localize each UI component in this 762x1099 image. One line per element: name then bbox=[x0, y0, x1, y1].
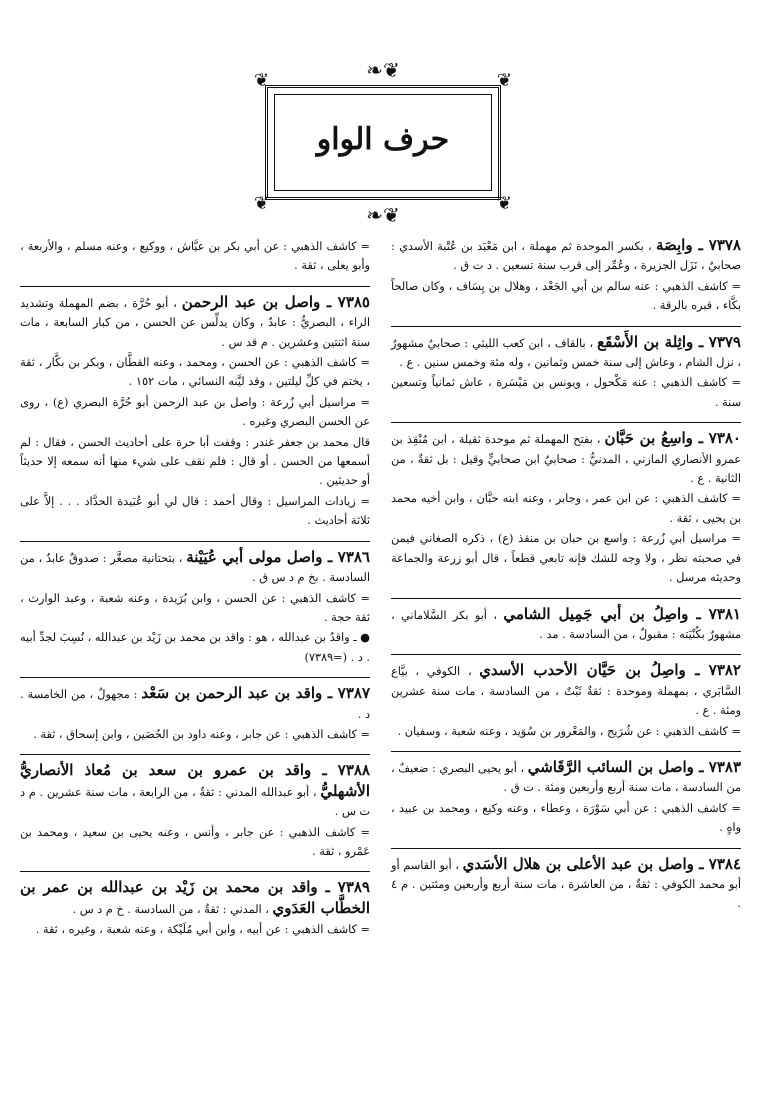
entry-note: = كاشف الذهبي : عن أبي سَوْرَة ، وعطاء ، وعنه وكيع ، ومحمد بن عبيد ، واهٍ . bbox=[391, 801, 741, 835]
entry-heading: ٧٣٧٩ ـ واثِلة بن الأَسْقَع bbox=[597, 332, 741, 351]
biography-entry bbox=[20, 754, 370, 861]
entry-main bbox=[20, 293, 370, 352]
section-header-frame bbox=[254, 58, 512, 227]
entry-body: : مجهولٌ ، من الخامسة . د . bbox=[20, 688, 370, 721]
biography-entry bbox=[391, 326, 741, 413]
entry-body: ، بفتح المهملة ثم موحدة ثقيلة ، ابن مُنْقِذ بن عمرو الأنصاري المازني ، المدنيُّ : صحابيٌ ابن صحابيٍّ وقيل : بل ثقةٌ ، من الثانية . ع . bbox=[391, 433, 741, 486]
biography-entry bbox=[20, 541, 370, 667]
entry-note: = مراسيل أبي زُرعة : واسع بن حبان بن منقذ (ع) ، ذكره الصغاني فيمن في صحبته نظر ، ولا وجه للشك فإنه تابعي قطعاً ، قال أبو زرعة والجماعة وحديثه مرسل . bbox=[391, 532, 741, 585]
entry-note: = كاشف الذهبي : عن جابر ، وأنس ، وعنه يحيى بن سعيد ، ومحمد بن عَمْرو ، ثقة . bbox=[20, 825, 370, 858]
entry-main bbox=[391, 605, 741, 645]
entry-heading: ٧٣٧٨ ـ وابِصَة bbox=[655, 236, 741, 254]
entry-note: = كاشف الذهبي : عن أبيه ، وابن أبي مُلَيْكة ، وعنه شعبة ، وغيره ، ثقة . bbox=[35, 923, 370, 937]
entry-note: = كاشف الذهبي : عن أبي بكر بن عيَّاش ، ووكيع ، وعنه مسلم ، والأربعة ، وأبو يعلى ، ثقة . bbox=[20, 240, 370, 273]
entry-main bbox=[20, 684, 370, 724]
corner-ornament-icon: ❦ bbox=[254, 70, 270, 91]
entry-note: = مراسيل أبي زُرعة : واصل بن عبد الرحمن أبو حُرَّة البصري (ع) ، روى عن الحسن البصري وغيره . bbox=[20, 395, 370, 429]
entry-heading: ٧٣٨١ ـ واصِلُ بن أبي جَمِيل الشامي bbox=[503, 604, 741, 623]
entry-main bbox=[391, 758, 741, 798]
entry-body: ، أبو بكر السَّلاماني ، مشهورٌ بكُنْيَته : مقبولٌ ، من السادسة . مد . bbox=[391, 608, 741, 641]
corner-ornament-icon: ❦ bbox=[496, 70, 512, 91]
entry-body: ، أبو حُرَّة ، بضم المهملة وتشديد الراء ، البصريُّ : عابدٌ ، وكان يدلِّس عن الحسن ، من كبار السابعة ، مات سنة اثنتين وعشرين . م قد س . bbox=[20, 296, 370, 349]
entry-heading: ٧٣٨٢ ـ واصِلُ بن حَيَّان الأحدب الأسدي bbox=[479, 661, 741, 680]
biography-entry bbox=[20, 237, 370, 276]
entry-heading: ٧٣٨٧ ـ واقد بن عبد الرحمن بن سَعْد bbox=[141, 684, 371, 703]
entry-body: ، أبو عبدالله المدني : ثقةٌ ، من الرابعة ، مات سنة عشرين . م د ت س . bbox=[20, 785, 370, 819]
corner-ornament-icon: ❦ bbox=[496, 193, 512, 214]
entry-note: ● ـ واقدُ بن عبدالله ، هو : واقد بن محمد بن زَيْد بن عبدالله ، نُسِبَ لجدِّ أبيه . د . (=٧٣٨٩) bbox=[20, 631, 370, 664]
entry-main bbox=[391, 333, 741, 373]
biography-entry bbox=[391, 598, 741, 645]
entry-body: ، المدني : ثقةٌ ، من السادسة . خ م د س . bbox=[72, 902, 269, 916]
biography-entry bbox=[391, 848, 741, 914]
section-title: حرف الواو bbox=[316, 122, 450, 157]
corner-ornament-icon: ❦ bbox=[254, 193, 270, 214]
entry-body: ، الكوفي ، بيَّاع السَّابَري ، بمهملة وموحدة : ثقةٌ ثَبْتٌ ، من السادسة ، مات سنة عشرين ومئة . ع . bbox=[391, 665, 741, 718]
entry-note: = كاشف الذهبي : عن الحسن ، ومحمد ، وعنه القطَّان ، وبكر بن بكَّار ، ثقة ، يختم في كلِّ ليلتين ، وقد ليَّنه النسائي ، مات ١٥٢ . bbox=[20, 356, 370, 389]
entry-note: = كاشف الذهبي : عن جابر ، وعنه داود بن الحُصَين ، وابن إسحاق ، ثقة . bbox=[33, 727, 370, 741]
entry-main bbox=[20, 761, 370, 821]
biography-entry bbox=[391, 654, 741, 741]
biography-entry bbox=[20, 286, 370, 531]
entry-heading: ٧٣٨٩ ـ واقد بن محمد بن زَيْد بن عبدالله بن عمر بن الخطَّاب العَدَوي bbox=[20, 878, 370, 917]
right-column bbox=[391, 236, 741, 924]
entry-heading: ٧٣٨٥ ـ واصل بن عبد الرحمن bbox=[181, 292, 370, 311]
entry-main bbox=[391, 236, 741, 276]
entry-note: = كاشف الذهبي : عنه مَكْحول ، ويونس بن مَيْسَرة ، عاش ثمانياً وتسعين سنة . bbox=[391, 376, 741, 409]
entry-heading: ٧٣٨٦ ـ واصل مولى أبي عُيَيْنة bbox=[186, 547, 370, 566]
entry-note: = كاشف الذهبي : عن الحسن ، وابن بُرَيدة ، وعنه شعبة ، وعبد الوارث ، ثقة حجة . bbox=[20, 591, 370, 624]
biography-entry bbox=[391, 422, 741, 587]
entry-body: ، أبو يحيى البصري : ضعيفٌ ، من السادسة ، مات سنة أربع وأربعين ومئة . ت ق . bbox=[391, 761, 741, 795]
biography-entry bbox=[391, 751, 741, 838]
entry-heading: ٧٣٨٤ ـ واصل بن عبد الأعلى بن هلال الأسَدي bbox=[462, 854, 742, 873]
entry-heading: ٧٣٨٠ ـ واسِعُ بن حَبَّان bbox=[604, 429, 741, 448]
biography-entry bbox=[20, 677, 370, 744]
entry-note: = كاشف الذهبي : عن شُرَيح ، والمَعْرور بن سُوَيد ، وعنه شعبة ، وسفيان . bbox=[397, 724, 741, 738]
entry-note: = كاشف الذهبي : عن ابن عمر ، وجابر ، وعنه ابنه حبَّان ، وابن أخيه محمد بن يحيى ، ثقة . bbox=[391, 492, 741, 525]
entry-note: = زيادات المراسيل : وقال أحمد : قال لي أبو عُبَيدة الحدَّاد . . . إلاَّ على ثلاثة أحاديث . bbox=[20, 494, 370, 528]
entry-main bbox=[391, 429, 741, 488]
entry-body: ، بتحتانية مصغَّر : صدوقٌ عابدٌ ، من السادسة . بخ م د س ق . bbox=[20, 551, 370, 585]
top-ornament-icon: ❧❦ bbox=[366, 58, 400, 82]
entry-main bbox=[20, 878, 370, 919]
bottom-ornament-icon: ❧❦ bbox=[366, 203, 400, 227]
entry-heading: ٧٣٨٣ ـ واصل بن السائب الرَّقَاشي bbox=[527, 757, 742, 776]
biography-entry bbox=[20, 871, 370, 939]
entry-body: ، بالقاف ، ابن كعب الليثي : صحابيٌ مشهورٌ ، نزل الشام ، وعاش إلى سنة خمس وثمانين ، وله مئة وخمس سنين . ع . bbox=[391, 336, 741, 370]
entry-heading: ٧٣٨٨ ـ واقد بن عمرو بن سعد بن مُعاذ الأنصاريُّ الأشهليُّ bbox=[20, 761, 370, 800]
entry-main bbox=[391, 661, 741, 720]
entry-main bbox=[391, 855, 741, 914]
biography-entry bbox=[391, 236, 741, 316]
entry-note: قال محمد بن جعفر غندر : وقفت أبا حرة على أحاديث الحسن ، فقال : لم أسمعها من الحسن . أو قال : فلم نقف على شيء منها أنه سمعه إلا حديثاً أو حديثين . bbox=[20, 435, 370, 488]
entry-body: ، بكسر الموحدة ثم مهملة ، ابن مَعْبَد بن عُتْبة الأسدي : صحابيٌ ، نَزَل الجزيرة ، وعُمِّر إلى قرب سنة تسعين . د ت ق . bbox=[391, 240, 741, 273]
entry-note: = كاشف الذهبي : عنه سالم بن أبي الجَعْد ، وهلال بن يِسَاف ، وكان صالحاً بكَّاء ، قبره بالرقة . bbox=[391, 279, 741, 313]
entry-body: ، أبو القاسم أو أبو محمد الكوفي : ثقةٌ ، من العاشرة ، مات سنة أربع وأربعين ومئتين . م ٤ . bbox=[391, 858, 741, 911]
left-column bbox=[20, 236, 370, 950]
entry-main bbox=[20, 548, 370, 588]
